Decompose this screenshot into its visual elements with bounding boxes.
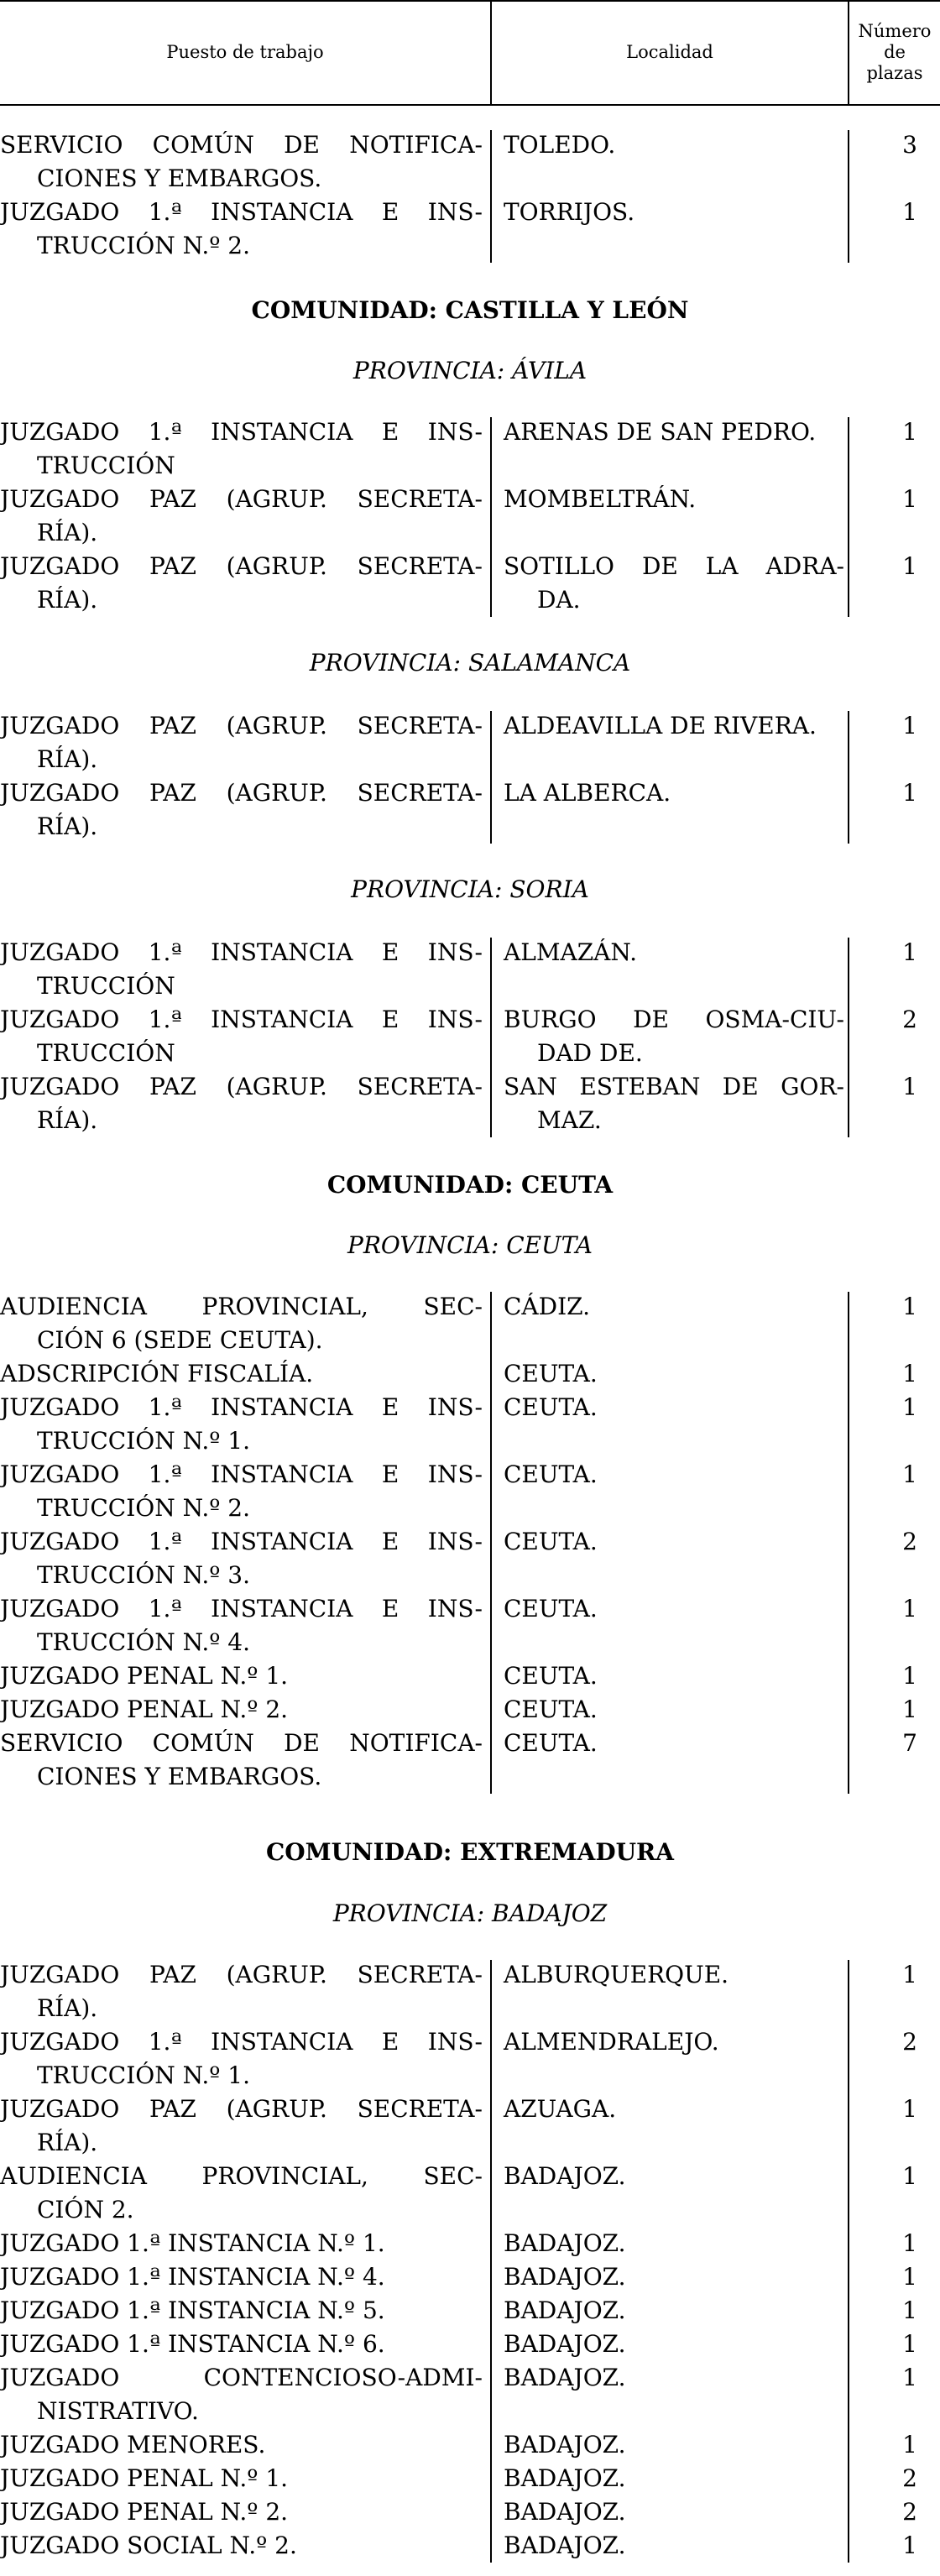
localidad-line: CEUTA. bbox=[504, 1595, 598, 1622]
puesto-line: JUZGADO 1.ª INSTANCIA E INS- bbox=[0, 1393, 483, 1421]
puesto-cell bbox=[0, 1458, 483, 1525]
column-divider-1 bbox=[490, 711, 492, 844]
puesto-line: JUZGADO 1.ª INSTANCIA N.º 5. bbox=[0, 2296, 385, 2324]
puesto-cell bbox=[0, 2160, 483, 2227]
puesto-cell bbox=[0, 2361, 483, 2428]
localidad-line: TORRIJOS. bbox=[504, 198, 635, 226]
column-divider-1 bbox=[490, 1960, 492, 2563]
localidad-cell bbox=[504, 2328, 844, 2361]
localidad-cell bbox=[504, 1525, 844, 1559]
puesto-line: TRUCCIÓN N.º 2. bbox=[37, 1494, 251, 1522]
header-plazas-line2: de bbox=[884, 42, 906, 62]
puesto-cell bbox=[0, 1070, 483, 1137]
column-divider-2 bbox=[848, 130, 849, 263]
localidad-line: ALMAZÁN. bbox=[504, 938, 637, 966]
plazas-cell: 1 bbox=[902, 2162, 917, 2190]
puesto-line: TRUCCIÓN N.º 3. bbox=[37, 1561, 251, 1589]
puesto-line: JUZGADO 1.ª INSTANCIA N.º 1. bbox=[0, 2229, 385, 2257]
puesto-cell bbox=[0, 2462, 483, 2495]
localidad-line: BADAJOZ. bbox=[504, 2431, 626, 2458]
puesto-line: JUZGADO MENORES. bbox=[0, 2431, 266, 2458]
column-divider-2 bbox=[848, 1960, 849, 2563]
puesto-cell bbox=[0, 1391, 483, 1458]
puesto-cell bbox=[0, 776, 483, 844]
localidad-cell bbox=[504, 1659, 844, 1693]
puesto-line: NISTRATIVO. bbox=[37, 2397, 199, 2425]
plazas-cell: 1 bbox=[902, 1595, 917, 1622]
localidad-line: BADAJOZ. bbox=[504, 2263, 626, 2291]
puesto-line: JUZGADO PAZ (AGRUP. SECRETA- bbox=[0, 712, 483, 739]
plazas-cell: 1 bbox=[902, 2095, 917, 2123]
puesto-line: CIONES Y EMBARGOS. bbox=[37, 1763, 322, 1790]
puesto-line: JUZGADO PAZ (AGRUP. SECRETA- bbox=[0, 552, 483, 580]
puesto-cell bbox=[0, 2260, 483, 2294]
localidad-line: ARENAS DE SAN PEDRO. bbox=[504, 418, 817, 446]
puesto-line: JUZGADO PENAL N.º 1. bbox=[0, 2464, 289, 2492]
puesto-cell bbox=[0, 415, 483, 483]
localidad-cell bbox=[504, 1290, 844, 1324]
localidad-line: DAD DE. bbox=[537, 1039, 643, 1067]
plazas-cell: 1 bbox=[902, 2431, 917, 2458]
puesto-line: SERVICIO COMÚN DE NOTIFICA- bbox=[0, 131, 483, 159]
puesto-cell bbox=[0, 2294, 483, 2328]
puesto-cell bbox=[0, 2328, 483, 2361]
puesto-cell bbox=[0, 2529, 483, 2563]
localidad-cell bbox=[504, 550, 844, 617]
plazas-cell: 2 bbox=[902, 2464, 917, 2492]
localidad-line: ALBURQUERQUE. bbox=[504, 1961, 729, 1988]
puesto-line: RÍA). bbox=[37, 813, 98, 840]
localidad-cell bbox=[504, 196, 844, 229]
puesto-line: TRUCCIÓN N.º 4. bbox=[37, 1628, 251, 1656]
localidad-cell bbox=[504, 1070, 844, 1137]
localidad-cell bbox=[504, 2361, 844, 2395]
localidad-line: BADAJOZ. bbox=[504, 2330, 626, 2358]
localidad-cell bbox=[504, 1391, 844, 1424]
puesto-line: JUZGADO 1.ª INSTANCIA E INS- bbox=[0, 1006, 483, 1033]
plazas-cell: 1 bbox=[902, 2330, 917, 2358]
plazas-cell: 1 bbox=[902, 712, 917, 739]
localidad-line: TOLEDO. bbox=[504, 131, 616, 159]
puesto-cell bbox=[0, 1958, 483, 2025]
plazas-cell: 1 bbox=[902, 1360, 917, 1387]
plazas-cell: 3 bbox=[902, 131, 917, 159]
localidad-cell bbox=[504, 936, 844, 969]
localidad-cell bbox=[504, 2495, 844, 2529]
puesto-line: TRUCCIÓN bbox=[37, 972, 175, 1000]
localidad-cell bbox=[504, 483, 844, 516]
puesto-line: RÍA). bbox=[37, 2129, 98, 2156]
puesto-line: AUDIENCIA PROVINCIAL, SEC- bbox=[0, 1293, 483, 1320]
localidad-cell bbox=[504, 2093, 844, 2126]
localidad-line: CEUTA. bbox=[504, 1360, 598, 1387]
header-plazas-line1: Número bbox=[858, 21, 932, 41]
localidad-cell bbox=[504, 1727, 844, 1760]
localidad-line: MAZ. bbox=[537, 1106, 602, 1134]
localidad-cell bbox=[504, 1592, 844, 1626]
provincia-heading: PROVINCIA: CEUTA bbox=[347, 1231, 593, 1259]
puesto-line: RÍA). bbox=[37, 1994, 98, 2022]
localidad-cell bbox=[504, 709, 844, 743]
localidad-line: ALDEAVILLA DE RIVERA. bbox=[504, 712, 817, 739]
plazas-cell: 1 bbox=[902, 2364, 917, 2391]
puesto-line: JUZGADO 1.ª INSTANCIA E INS- bbox=[0, 1528, 483, 1555]
column-divider-2 bbox=[848, 938, 849, 1137]
puesto-cell bbox=[0, 709, 483, 776]
localidad-line: CEUTA. bbox=[504, 1393, 598, 1421]
plazas-cell: 1 bbox=[902, 198, 917, 226]
localidad-line: CEUTA. bbox=[504, 1662, 598, 1690]
column-divider-2 bbox=[848, 711, 849, 844]
localidad-line: CEUTA. bbox=[504, 1696, 598, 1723]
puesto-line: JUZGADO SOCIAL N.º 2. bbox=[0, 2532, 297, 2559]
column-divider-2 bbox=[848, 417, 849, 617]
header-top-rule bbox=[0, 0, 940, 2]
comunidad-heading: COMUNIDAD: EXTREMADURA bbox=[265, 1838, 675, 1866]
puesto-line: JUZGADO PAZ (AGRUP. SECRETA- bbox=[0, 779, 483, 807]
plazas-cell: 1 bbox=[902, 2229, 917, 2257]
plazas-cell: 1 bbox=[902, 2532, 917, 2559]
column-divider-2 bbox=[848, 1292, 849, 1794]
header-bottom-rule bbox=[0, 104, 940, 106]
provincia-heading: PROVINCIA: BADAJOZ bbox=[332, 1899, 608, 1927]
provincia-heading: PROVINCIA: SORIA bbox=[351, 875, 589, 903]
plazas-cell: 1 bbox=[902, 485, 917, 513]
plazas-cell: 1 bbox=[902, 1696, 917, 1723]
localidad-cell bbox=[504, 776, 844, 810]
localidad-line: BADAJOZ. bbox=[504, 2229, 626, 2257]
localidad-line: BADAJOZ. bbox=[504, 2532, 626, 2559]
plazas-cell: 1 bbox=[902, 418, 917, 446]
header-plazas-line3: plazas bbox=[866, 63, 923, 83]
puesto-line: JUZGADO PAZ (AGRUP. SECRETA- bbox=[0, 2095, 483, 2123]
puesto-line: TRUCCIÓN bbox=[37, 452, 175, 479]
puesto-cell bbox=[0, 2025, 483, 2093]
localidad-line: LA ALBERCA. bbox=[504, 779, 671, 807]
puesto-line: JUZGADO 1.ª INSTANCIA E INS- bbox=[0, 2028, 483, 2056]
localidad-cell bbox=[504, 2294, 844, 2328]
localidad-line: DA. bbox=[537, 586, 581, 614]
localidad-line: BADAJOZ. bbox=[504, 2498, 626, 2526]
puesto-line: JUZGADO 1.ª INSTANCIA E INS- bbox=[0, 1460, 483, 1488]
puesto-line: JUZGADO PENAL N.º 2. bbox=[0, 1696, 289, 1723]
localidad-line: CEUTA. bbox=[504, 1528, 598, 1555]
localidad-line: CÁDIZ. bbox=[504, 1293, 591, 1320]
puesto-line: RÍA). bbox=[37, 1106, 98, 1134]
puesto-line: RÍA). bbox=[37, 586, 98, 614]
column-divider-1 bbox=[490, 1292, 492, 1794]
localidad-line: CEUTA. bbox=[504, 1729, 598, 1757]
comunidad-heading: COMUNIDAD: CASTILLA Y LEÓN bbox=[251, 296, 689, 324]
puesto-cell bbox=[0, 550, 483, 617]
puesto-cell bbox=[0, 1525, 483, 1592]
header-plazas bbox=[849, 21, 940, 84]
plazas-cell: 7 bbox=[902, 1729, 917, 1757]
puesto-line: JUZGADO 1.ª INSTANCIA N.º 4. bbox=[0, 2263, 385, 2291]
localidad-cell bbox=[504, 1958, 844, 1992]
plazas-cell: 1 bbox=[902, 1662, 917, 1690]
localidad-line: BADAJOZ. bbox=[504, 2464, 626, 2492]
localidad-cell bbox=[504, 2428, 844, 2462]
provincia-heading: PROVINCIA: ÁVILA bbox=[352, 357, 588, 384]
puesto-line: TRUCCIÓN N.º 1. bbox=[37, 1427, 251, 1455]
plazas-cell: 1 bbox=[902, 2296, 917, 2324]
plazas-cell: 1 bbox=[902, 938, 917, 966]
puesto-line: TRUCCIÓN N.º 2. bbox=[37, 232, 251, 259]
puesto-line: TRUCCIÓN N.º 1. bbox=[37, 2061, 251, 2089]
provincia-heading: PROVINCIA: SALAMANCA bbox=[309, 649, 631, 677]
localidad-line: ALMENDRALEJO. bbox=[504, 2028, 719, 2056]
plazas-cell: 1 bbox=[902, 1293, 917, 1320]
puesto-cell bbox=[0, 1659, 483, 1693]
plazas-cell: 1 bbox=[902, 552, 917, 580]
puesto-line: SERVICIO COMÚN DE NOTIFICA- bbox=[0, 1729, 483, 1757]
puesto-cell bbox=[0, 128, 483, 196]
puesto-cell bbox=[0, 1003, 483, 1070]
puesto-line: JUZGADO CONTENCIOSO-ADMI- bbox=[0, 2364, 483, 2391]
puesto-cell bbox=[0, 2495, 483, 2529]
plazas-cell: 1 bbox=[902, 2263, 917, 2291]
puesto-cell bbox=[0, 936, 483, 1003]
plazas-cell: 1 bbox=[902, 1961, 917, 1988]
header-puesto: Puesto de trabajo bbox=[166, 42, 324, 62]
column-divider-1 bbox=[490, 130, 492, 263]
puesto-line: CIONES Y EMBARGOS. bbox=[37, 165, 322, 192]
header-localidad: Localidad bbox=[626, 42, 713, 62]
puesto-cell bbox=[0, 2093, 483, 2160]
puesto-cell bbox=[0, 2428, 483, 2462]
localidad-line: AZUAGA. bbox=[504, 2095, 617, 2123]
puesto-line: JUZGADO PENAL N.º 2. bbox=[0, 2498, 289, 2526]
puesto-line: JUZGADO PENAL N.º 1. bbox=[0, 1662, 289, 1690]
localidad-line: MOMBELTRÁN. bbox=[504, 485, 697, 513]
plazas-cell: 2 bbox=[902, 2498, 917, 2526]
localidad-cell bbox=[504, 128, 844, 162]
localidad-cell bbox=[504, 1003, 844, 1070]
puesto-line: TRUCCIÓN bbox=[37, 1039, 175, 1067]
puesto-line: JUZGADO PAZ (AGRUP. SECRETA- bbox=[0, 1961, 483, 1988]
column-divider-1 bbox=[490, 417, 492, 617]
puesto-line: RÍA). bbox=[37, 745, 98, 773]
puesto-cell bbox=[0, 1727, 483, 1794]
plazas-cell: 2 bbox=[902, 2028, 917, 2056]
puesto-cell bbox=[0, 2227, 483, 2260]
localidad-cell bbox=[504, 2025, 844, 2059]
puesto-cell bbox=[0, 1592, 483, 1659]
localidad-cell bbox=[504, 2160, 844, 2193]
puesto-line: AUDIENCIA PROVINCIAL, SEC- bbox=[0, 2162, 483, 2190]
puesto-line: JUZGADO PAZ (AGRUP. SECRETA- bbox=[0, 1073, 483, 1100]
puesto-line: JUZGADO 1.ª INSTANCIA E INS- bbox=[0, 938, 483, 966]
localidad-cell bbox=[504, 1458, 844, 1492]
puesto-line: JUZGADO 1.ª INSTANCIA E INS- bbox=[0, 418, 483, 446]
puesto-line: RÍA). bbox=[37, 519, 98, 546]
localidad-cell bbox=[504, 2260, 844, 2294]
plazas-cell: 2 bbox=[902, 1006, 917, 1033]
localidad-cell bbox=[504, 2462, 844, 2495]
plazas-cell: 1 bbox=[902, 1073, 917, 1100]
puesto-line: JUZGADO PAZ (AGRUP. SECRETA- bbox=[0, 485, 483, 513]
localidad-line: BURGO DE OSMA-CIU- bbox=[504, 1006, 844, 1033]
localidad-line: CEUTA. bbox=[504, 1460, 598, 1488]
localidad-line: BADAJOZ. bbox=[504, 2162, 626, 2190]
puesto-line: JUZGADO 1.ª INSTANCIA N.º 6. bbox=[0, 2330, 385, 2358]
localidad-cell bbox=[504, 2529, 844, 2563]
localidad-line: BADAJOZ. bbox=[504, 2296, 626, 2324]
puesto-cell bbox=[0, 1290, 483, 1357]
localidad-line: BADAJOZ. bbox=[504, 2364, 626, 2391]
plazas-cell: 2 bbox=[902, 1528, 917, 1555]
plazas-cell: 1 bbox=[902, 1393, 917, 1421]
puesto-line: ADSCRIPCIÓN FISCALÍA. bbox=[0, 1360, 314, 1387]
puesto-cell bbox=[0, 196, 483, 263]
plazas-cell: 1 bbox=[902, 779, 917, 807]
localidad-cell bbox=[504, 1693, 844, 1727]
puesto-cell bbox=[0, 1357, 483, 1391]
puesto-line: JUZGADO 1.ª INSTANCIA E INS- bbox=[0, 198, 483, 226]
localidad-cell bbox=[504, 415, 844, 449]
puesto-line: CIÓN 6 (SEDE CEUTA). bbox=[37, 1326, 323, 1354]
puesto-line: JUZGADO 1.ª INSTANCIA E INS- bbox=[0, 1595, 483, 1622]
localidad-cell bbox=[504, 2227, 844, 2260]
localidad-cell bbox=[504, 1357, 844, 1391]
puesto-line: CIÓN 2. bbox=[37, 2196, 134, 2223]
puesto-cell bbox=[0, 1693, 483, 1727]
column-divider-1 bbox=[490, 938, 492, 1137]
plazas-cell: 1 bbox=[902, 1460, 917, 1488]
puesto-cell bbox=[0, 483, 483, 550]
comunidad-heading: COMUNIDAD: CEUTA bbox=[326, 1171, 614, 1199]
localidad-line: SOTILLO DE LA ADRA- bbox=[504, 552, 844, 580]
localidad-line: SAN ESTEBAN DE GOR- bbox=[504, 1073, 844, 1100]
